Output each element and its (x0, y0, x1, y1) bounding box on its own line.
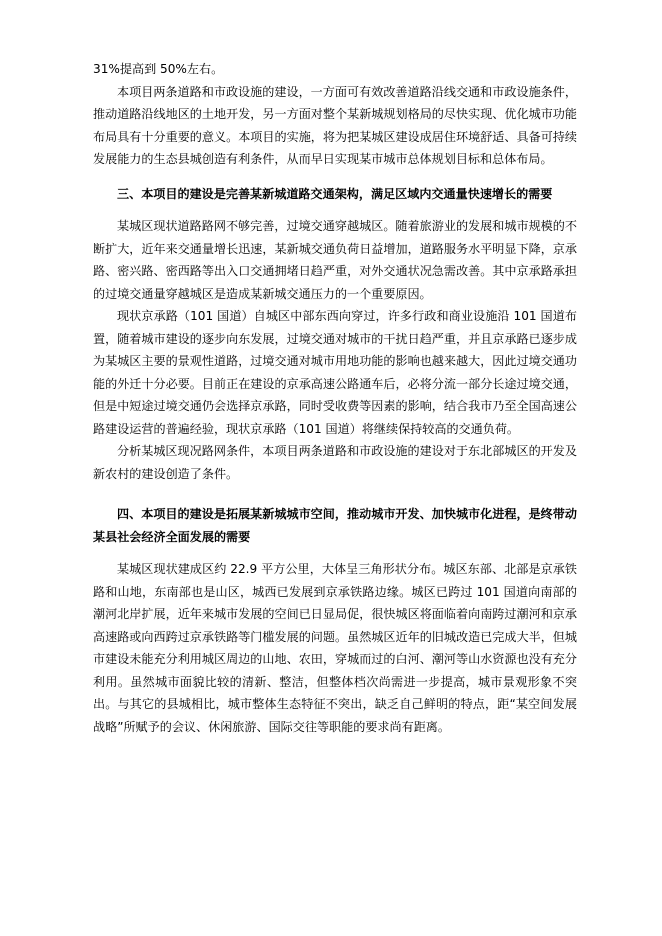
paragraph-continuation: 31%提高到 50%左右。 (93, 62, 224, 76)
document-page (93, 58, 577, 738)
paragraph-jingcheng-road: 现状京承路（101 国道）自城区中部东西向穿过，许多行政和商业设施沿 101 国道布置，随着城市建设的逐步向东发展，过境交通对城市的干扰日趋严重，并且京承路已逐步成为某城区主要的景观性道路，过境交通对城市用地功能的影响也越来越大，因此过境交通功能的外迁十分必要。目前正在建设的京承高速公路通车后，必将分流一部分长途过境交通，但是中短途过境交通仍会选择京承路，同时受收费等因素的影响，结合我市乃至全国高速公路建设运营的普遍经验，现状京承路（101 国道）将继续保持较高的交通负荷。 (93, 309, 577, 436)
spacer (93, 485, 577, 503)
paragraph-project-significance: 本项目两条道路和市政设施的建设，一方面可有效改善道路沿线交通和市政设施条件，推动道路沿线地区的土地开发，另一方面对整个某新城规划格局的尽快实现、优化城市功能布局具有十分重要的意义。本项目的实施，将为把某城区建设成居住环境舒适、具备可持续发展能力的生态县城创造有利条件，从而早日实现某市城市总体规划目标和总体布局。 (93, 84, 577, 166)
section-heading-three: 三、本项目的建设是完善某新城道路交通架构，满足区域内交通量快速增长的需要 (117, 186, 553, 201)
paragraph-urban-space: 某城区现状建成区约 22.9 平方公里，大体呈三角形状分布。城区东部、北部是京承铁路和山地，东南部也是山区，城西已发展到京承铁路边缘。城区已跨过 101 国道向南部的潮河北岸扩展，近年来城市发展的空间已日显局促，很快城区将面临着向南跨过潮河和京承高速路或向西跨过京承铁路等门槛发展的问题。虽然城区近年的旧城改造已完成大半，但城市建设未能充分利用城区周边的山地、农田，穿城而过的白河、潮河等山水资源也没有充分利用。虽然城市面貌比较的清新、整洁，但整体档次尚需进一步提高，城市景观形象不突出。与其它的县城相比，城市整体生态特征不突出，缺乏自己鲜明的特点，距“某空间发展战略”所赋予的会议、休闲旅游、国际交往等职能的要求尚有距离。 (93, 562, 577, 734)
section-heading-four: 四、本项目的建设是拓展某新城城市空间，推动城市开发、加快城市化进程，是终带动某县社会经济全面发展的需要 (93, 507, 577, 544)
spacer (93, 548, 577, 558)
spacer (93, 205, 577, 215)
paragraph-analysis: 分析某城区现况路网条件，本项目两条道路和市政设施的建设对于东北部城区的开发及新农村的建设创造了条件。 (93, 444, 577, 481)
paragraph-road-network: 某城区现状道路路网不够完善，过境交通穿越城区。随着旅游业的发展和城市规模的不断扩大，近年来交通量增长迅速，某新城交通负荷日益增加，道路服务水平明显下降，京承路、密兴路、密西路等出入口交通拥堵日趋严重，对外交通状况急需改善。其中京承路承担的过境交通量穿越城区是造成某新城交通压力的一个重要原因。 (93, 219, 577, 301)
spacer (93, 171, 577, 183)
